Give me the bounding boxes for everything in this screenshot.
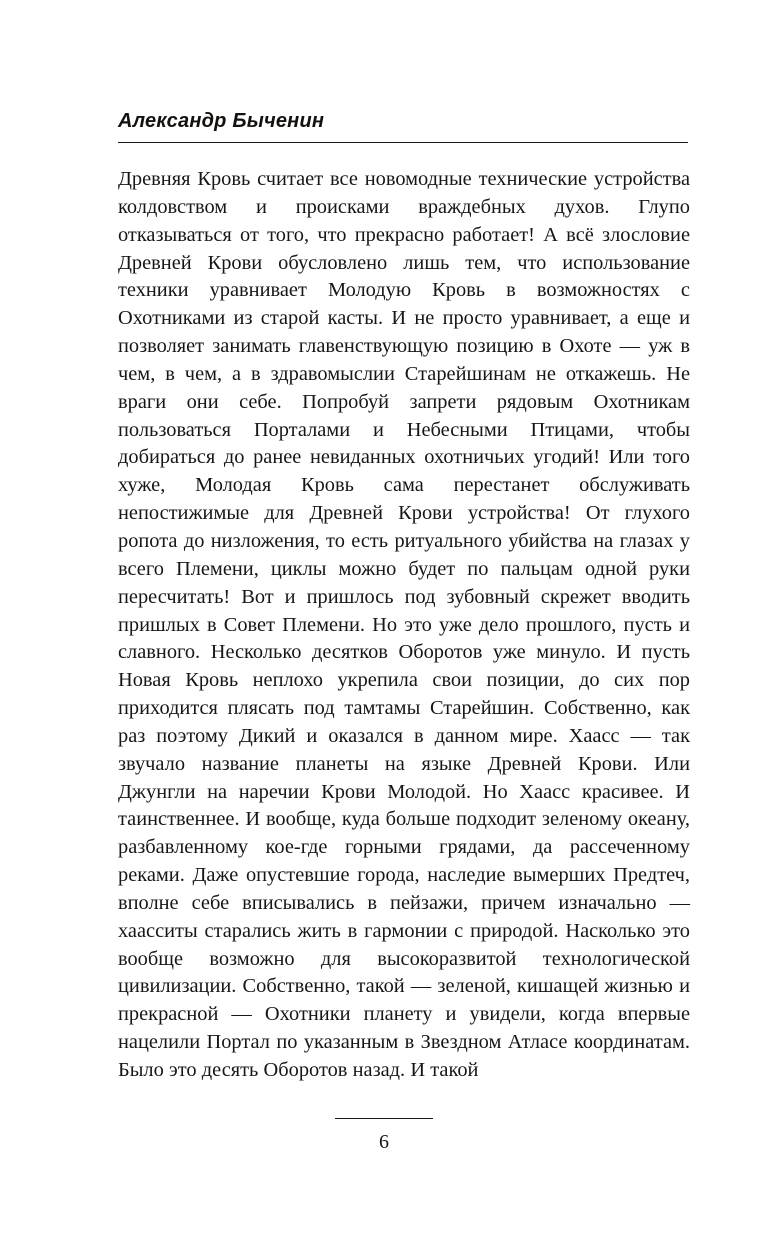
running-head-rule bbox=[118, 142, 688, 143]
body-text-block bbox=[118, 166, 690, 1085]
running-head-author: Александр Быченин bbox=[118, 110, 325, 132]
page-footer bbox=[0, 1118, 768, 1154]
running-head bbox=[118, 108, 688, 143]
body-paragraph: Древняя Кровь считает все новомодные технические устройства колдовством и происками враждебных духов. Глупо отказываться от того, что прекрасно работает! А всё злословие Древней Крови обусловлено лишь тем, что использование техники уравнивает Молодую Кровь в возможностях с Охотниками из старой касты. И не просто уравнивает, а еще и позволяет занимать главенствующую позицию в Охоте — уж в чем, в чем, а в здравомыслии Старейшинам не откажешь. Не враги они себе. Попробуй запрети рядовым Охотникам пользоваться Порталами и Небесными Птицами, чтобы добираться до ранее невиданных охотничьих угодий! Или того хуже, Молодая Кровь сама перестанет обслуживать непостижимые для Древней Крови устройства! От глухого ропота до низложения, то есть ритуального убийства на глазах у всего Племени, циклы можно будет по пальцам одной руки пересчитать! Вот и пришлось под зубовный скрежет вводить пришлых в Совет Племени. Но это уже дело прошлого, пусть и славного. Несколько десятков Оборотов уже минуло. И пусть Новая Кровь неплохо укрепила свои позиции, до сих пор приходится плясать под тамтамы Старейшин. Собственно, как раз поэтому Дикий и оказался в данном мире. Хаасс — так звучало название планеты на языке Древней Крови. Или Джунгли на наречии Крови Молодой. Но Хаасс красивее. И таинственнее. И вообще, куда больше подходит зеленому океану, разбавленному кое-где горными грядами, да рассеченному реками. Даже опустевшие города, наследие вымерших Предтеч, вполне себе вписывались в пейзажи, причем изначально — хаасситы старались жить в гармонии с природой. Насколько это вообще возможно для высокоразвитой технологической цивилизации. Собственно, такой — зеленой, кишащей жизнью и прекрасной — Охотники планету и увидели, когда впервые нацелили Портал по указанным в Звездном Атласе координатам. Было это десять Оборотов назад. И такой bbox=[118, 168, 690, 1081]
page-number: 6 bbox=[379, 1131, 389, 1153]
folio-rule bbox=[335, 1118, 433, 1119]
